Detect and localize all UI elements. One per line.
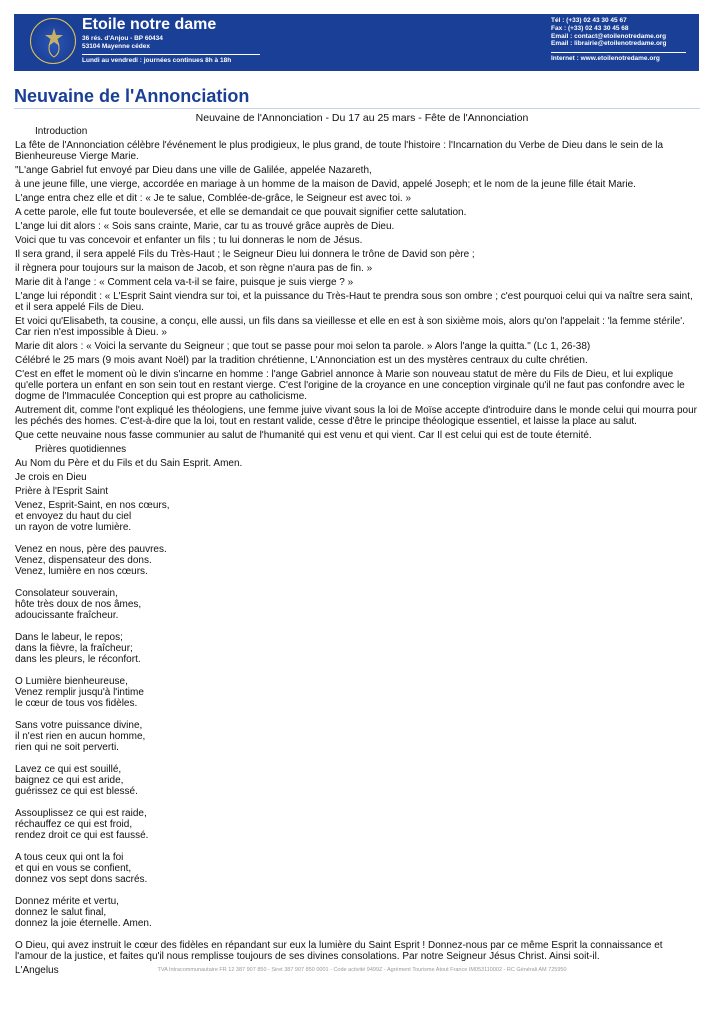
etoile-notre-dame-logo-icon (30, 18, 76, 64)
hymn-stanza (15, 808, 697, 841)
hymn-line: Venez remplir jusqu'à l'intime (15, 687, 144, 698)
paragraph: C'est en effet le moment où le divin s'incarne en homme : l'ange Gabriel annonce à Marie son nouveau statut de mère du Fils de Dieu, et lui explique qu'elle portera un enfant en son sein tout en restant vierge. C'est l'origine de la croyance en une conception virginale qu'il ne faut pas confondre avec le dogme de l'Immaculée Conception qui est propre au catholicisme. (15, 369, 685, 402)
hymn-line: un rayon de votre lumière. (15, 522, 132, 533)
org-name: Etoile notre dame (82, 16, 217, 33)
fax: Fax : (+33) 02 43 30 45 68 (551, 24, 629, 32)
hymn-stanza (15, 544, 697, 577)
email-librairie-link[interactable]: Email : librairie@etoilenotredame.org (551, 40, 667, 48)
hymn-line: Venez, Esprit-Saint, en nos cœurs, (15, 500, 170, 511)
page-title: Neuvaine de l'Annonciation (14, 86, 250, 106)
hymn-line: baignez ce qui est aride, (15, 775, 124, 786)
hymn-line: Donnez mérite et vertu, (15, 896, 119, 907)
address-line-2: 53104 Mayenne cédex (82, 43, 150, 50)
hymn-line: et qui en vous se confient, (15, 863, 132, 874)
hymn-line: adoucissante fraîcheur. (15, 610, 119, 621)
hymn-stanza (15, 500, 697, 533)
banner-divider-right (551, 52, 686, 53)
hymn-line: dans la fièvre, la fraîcheur; (15, 643, 133, 654)
angelus-heading: L'Angelus (15, 965, 59, 976)
sign-of-cross: Au Nom du Père et du Fils et du Sain Esprit. Amen. (15, 458, 243, 469)
section-label-prieres: Prières quotidiennes (35, 444, 127, 455)
phone: Tél : (+33) 02 43 30 45 67 (551, 17, 627, 24)
hymn-line: Sans votre puissance divine, (15, 720, 143, 731)
hymn-line: Venez, lumière en nos cœurs. (15, 566, 148, 577)
hymn-line: hôte très doux de nos âmes, (15, 599, 142, 610)
hymn-line: A tous ceux qui ont la foi (15, 852, 124, 863)
paragraph: "L'ange Gabriel fut envoyé par Dieu dans une ville de Galilée, appelée Nazareth, (15, 165, 372, 176)
hymn-line: réchauffez ce qui est froid, (15, 819, 133, 830)
hymn-line: rien qui ne soit perverti. (15, 742, 119, 753)
section-label-introduction: Introduction (35, 126, 88, 137)
hymn-line: donnez vos sept dons sacrés. (15, 874, 148, 885)
page-subtitle: Neuvaine de l'Annonciation - Du 17 au 25 mars - Fête de l'Annonciation (195, 112, 529, 124)
gospel-line: Et voici qu'Elisabeth, ta cousine, a conçu, elle aussi, un fils dans sa vieillesse et elle en est à son sixième mois, alors qu'on l'appelait : 'la femme stérile'. Car rien n'est impossible à Dieu. » (15, 316, 685, 338)
paragraph: Que cette neuvaine nous fasse communier au salut de l'humanité qui est venu et qui vient. Car Il est celui qui est de toute éternité. (15, 430, 592, 441)
paragraph: La fête de l'Annonciation célèbre l'événement le plus prodigieux, le plus grand, de toute l'histoire : l'Incarnation du Verbe de Dieu dans le sein de la Bienheureuse Vierge Marie. (15, 140, 664, 162)
hymn-line: Assouplissez ce qui est raide, (15, 808, 147, 819)
hymn-line: O Lumière bienheureuse, (15, 676, 128, 687)
article-body (15, 126, 697, 979)
gospel-line: L'ange entra chez elle et dit : « Je te salue, Comblée-de-grâce, le Seigneur est avec toi. » (15, 193, 412, 204)
hymn-line: guérissez ce qui est blessé. (15, 786, 138, 797)
gospel-line: il règnera pour toujours sur la maison de Jacob, et son règne n'aura pas de fin. » (15, 263, 373, 274)
address-line-1: 36 rés. d'Anjou - BP 60434 (82, 35, 163, 42)
paragraph: Autrement dit, comme l'ont expliqué les théologiens, une femme juive vivant sous la loi de Moïse accepte d'introduire dans le monde celui qui mourra pour les péchés des homes. C'est-à-dire que la loi, tout en restant valide, cesse d'être le principe théologique essentiel, et laisse la place au salut. (15, 405, 697, 427)
gospel-line: Marie dit à l'ange : « Comment cela va-t-il se faire, puisque je suis vierge ? » (15, 277, 354, 288)
hymn-line: rendez droit ce qui est faussé. (15, 830, 149, 841)
hymn-line: donnez le salut final, (15, 907, 107, 918)
gospel-passage (15, 193, 697, 352)
hymn-line: et envoyez du haut du ciel (15, 511, 132, 522)
gospel-line: Voici que tu vas concevoir et enfanter un fils ; tu lui donneras le nom de Jésus. (15, 235, 363, 246)
closing-prayer: O Dieu, qui avez instruit le cœur des fidèles en répandant sur eux la lumière du Saint Esprit ! Donnez-nous par ce même Esprit la connaissance et l'amour de la justice, et faites qu'il nous remplisse toujours de ses divines consolations. Par notre Seigneur Jésus Christ. Ainsi soit-il. (15, 940, 663, 962)
gospel-line: Il sera grand, il sera appelé Fils du Très-Haut ; le Seigneur Dieu lui donnera le trône de David son père ; (15, 249, 475, 260)
hymn-stanza (15, 764, 697, 797)
website-link[interactable]: Internet : www.etoilenotredame.org (551, 55, 660, 62)
hymn-line: Consolateur souverain, (15, 588, 118, 599)
paragraph: à une jeune fille, une vierge, accordée en mariage à un homme de la maison de David, appelé Joseph; et le nom de la jeune fille était Marie. (15, 179, 636, 190)
hymn-stanza (15, 676, 697, 709)
hymn-stanza (15, 852, 697, 885)
gospel-line: L'ange lui répondit : « L'Esprit Saint viendra sur toi, et la puissance du Très-Haut te prendra sous son ombre ; c'est pourquoi celui qui va naître sera saint, et il sera appelé Fils de Dieu. (15, 291, 693, 313)
hymn-line: Venez, dispensateur des dons. (15, 555, 152, 566)
hymn-stanza (15, 588, 697, 621)
gospel-line: A cette parole, elle fut toute bouleversée, et elle se demandait ce que pouvait signifier cette salutation. (15, 207, 467, 218)
hymn-line: Lavez ce qui est souillé, (15, 764, 122, 775)
hymn-stanza (15, 720, 697, 753)
email-contact-link[interactable]: Email : contact@etoilenotredame.org (551, 32, 667, 40)
creed-heading: Je crois en Dieu (15, 472, 87, 483)
contact-block (551, 17, 666, 48)
hymn-line: Dans le labeur, le repos; (15, 632, 123, 643)
header-banner (14, 14, 699, 71)
hymn-line: Venez en nous, père des pauvres. (15, 544, 167, 555)
opening-hours: Lundi au vendredi : journées continues 8h à 18h (82, 57, 232, 64)
holy-spirit-prayer-heading: Prière à l'Esprit Saint (15, 486, 109, 497)
hymn-line: dans les pleurs, le réconfort. (15, 654, 141, 665)
org-address (82, 35, 163, 51)
hymn-veni-creator (15, 500, 697, 929)
legal-footer: TVA Intracommunautaire FR 12 387 907 850 - Siret 387 907 850 0001 - Code activité 9499Z - Agrément Tourisme Atout France IM053110002 - RC Générali AM 725950 (157, 967, 567, 973)
banner-divider-left (82, 54, 260, 55)
hymn-line: donnez la joie éternelle. Amen. (15, 918, 152, 929)
hymn-line: il n'est rien en aucun homme, (15, 731, 146, 742)
gospel-line: L'ange lui dit alors : « Sois sans crainte, Marie, car tu as trouvé grâce auprès de Dieu. (15, 221, 395, 232)
hymn-line: le cœur de tous vos fidèles. (15, 698, 138, 709)
title-divider (14, 108, 700, 109)
hymn-stanza (15, 896, 697, 929)
paragraph: Célébré le 25 mars (9 mois avant Noël) par la tradition chrétienne, L'Annonciation est un des mystères centraux du culte chrétien. (15, 355, 588, 366)
hymn-stanza (15, 632, 697, 665)
gospel-line: Marie dit alors : « Voici la servante du Seigneur ; que tout se passe pour moi selon ta parole. » Alors l'ange la quitta." (Lc 1, 26-38) (15, 341, 591, 352)
